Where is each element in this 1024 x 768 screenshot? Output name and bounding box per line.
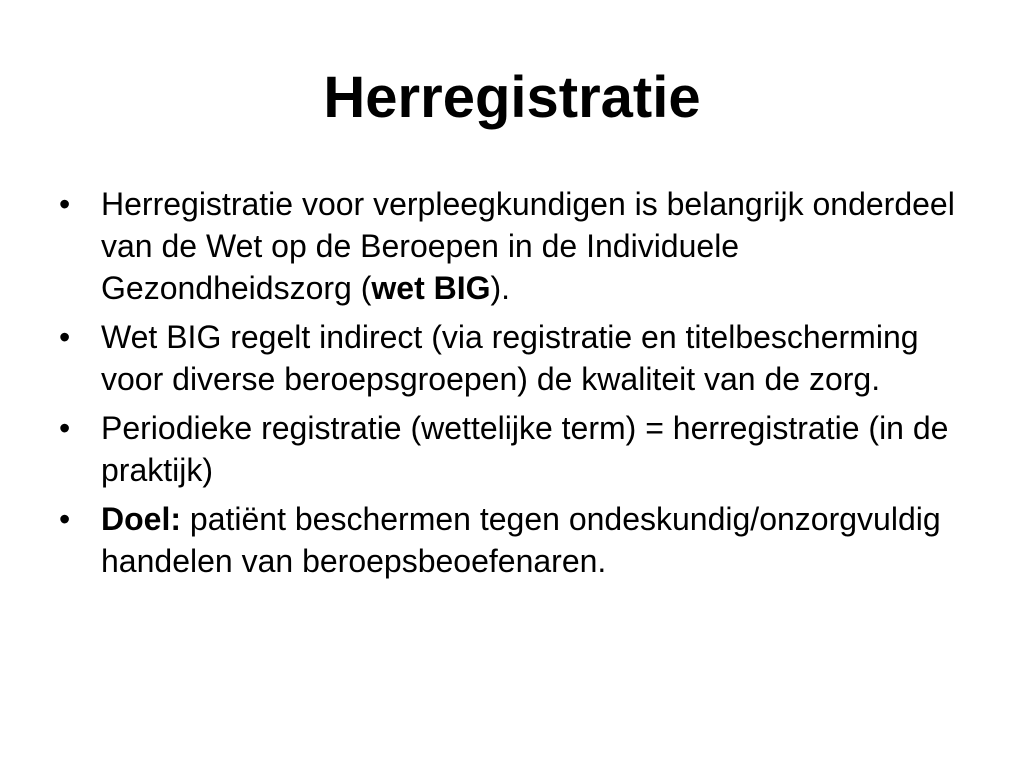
bullet-text: Herregistratie voor verpleegkundigen is belangrijk onderdeel van de Wet op de Beroepen in de Individuele Gezondheidszorg ( (101, 186, 955, 306)
bullet-text: Periodieke registratie (wettelijke term) = herregistratie (in de praktijk) (101, 410, 949, 488)
bullet-bold-text: Doel: (101, 501, 181, 537)
bullet-text: patiënt beschermen tegen ondeskundig/onzorgvuldig handelen van beroepsbeoefenaren. (101, 501, 941, 579)
bullet-marker: • (59, 319, 71, 355)
bullet-item (55, 183, 975, 309)
bullet-text: ). (490, 270, 511, 306)
bullet-item (55, 498, 975, 582)
slide-title: Herregistratie (323, 65, 701, 130)
bullet-item (55, 316, 975, 400)
bullet-bold-text: wet BIG (371, 270, 491, 306)
bullet-text: Wet BIG regelt indirect (via registratie en titelbescherming voor diverse beroepsgroepen) de kwaliteit van de zorg. (101, 319, 919, 397)
bullet-list (55, 183, 975, 589)
bullet-marker: • (59, 186, 71, 222)
bullet-item (55, 407, 975, 491)
bullet-marker: • (59, 501, 71, 537)
bullet-marker: • (59, 410, 71, 446)
